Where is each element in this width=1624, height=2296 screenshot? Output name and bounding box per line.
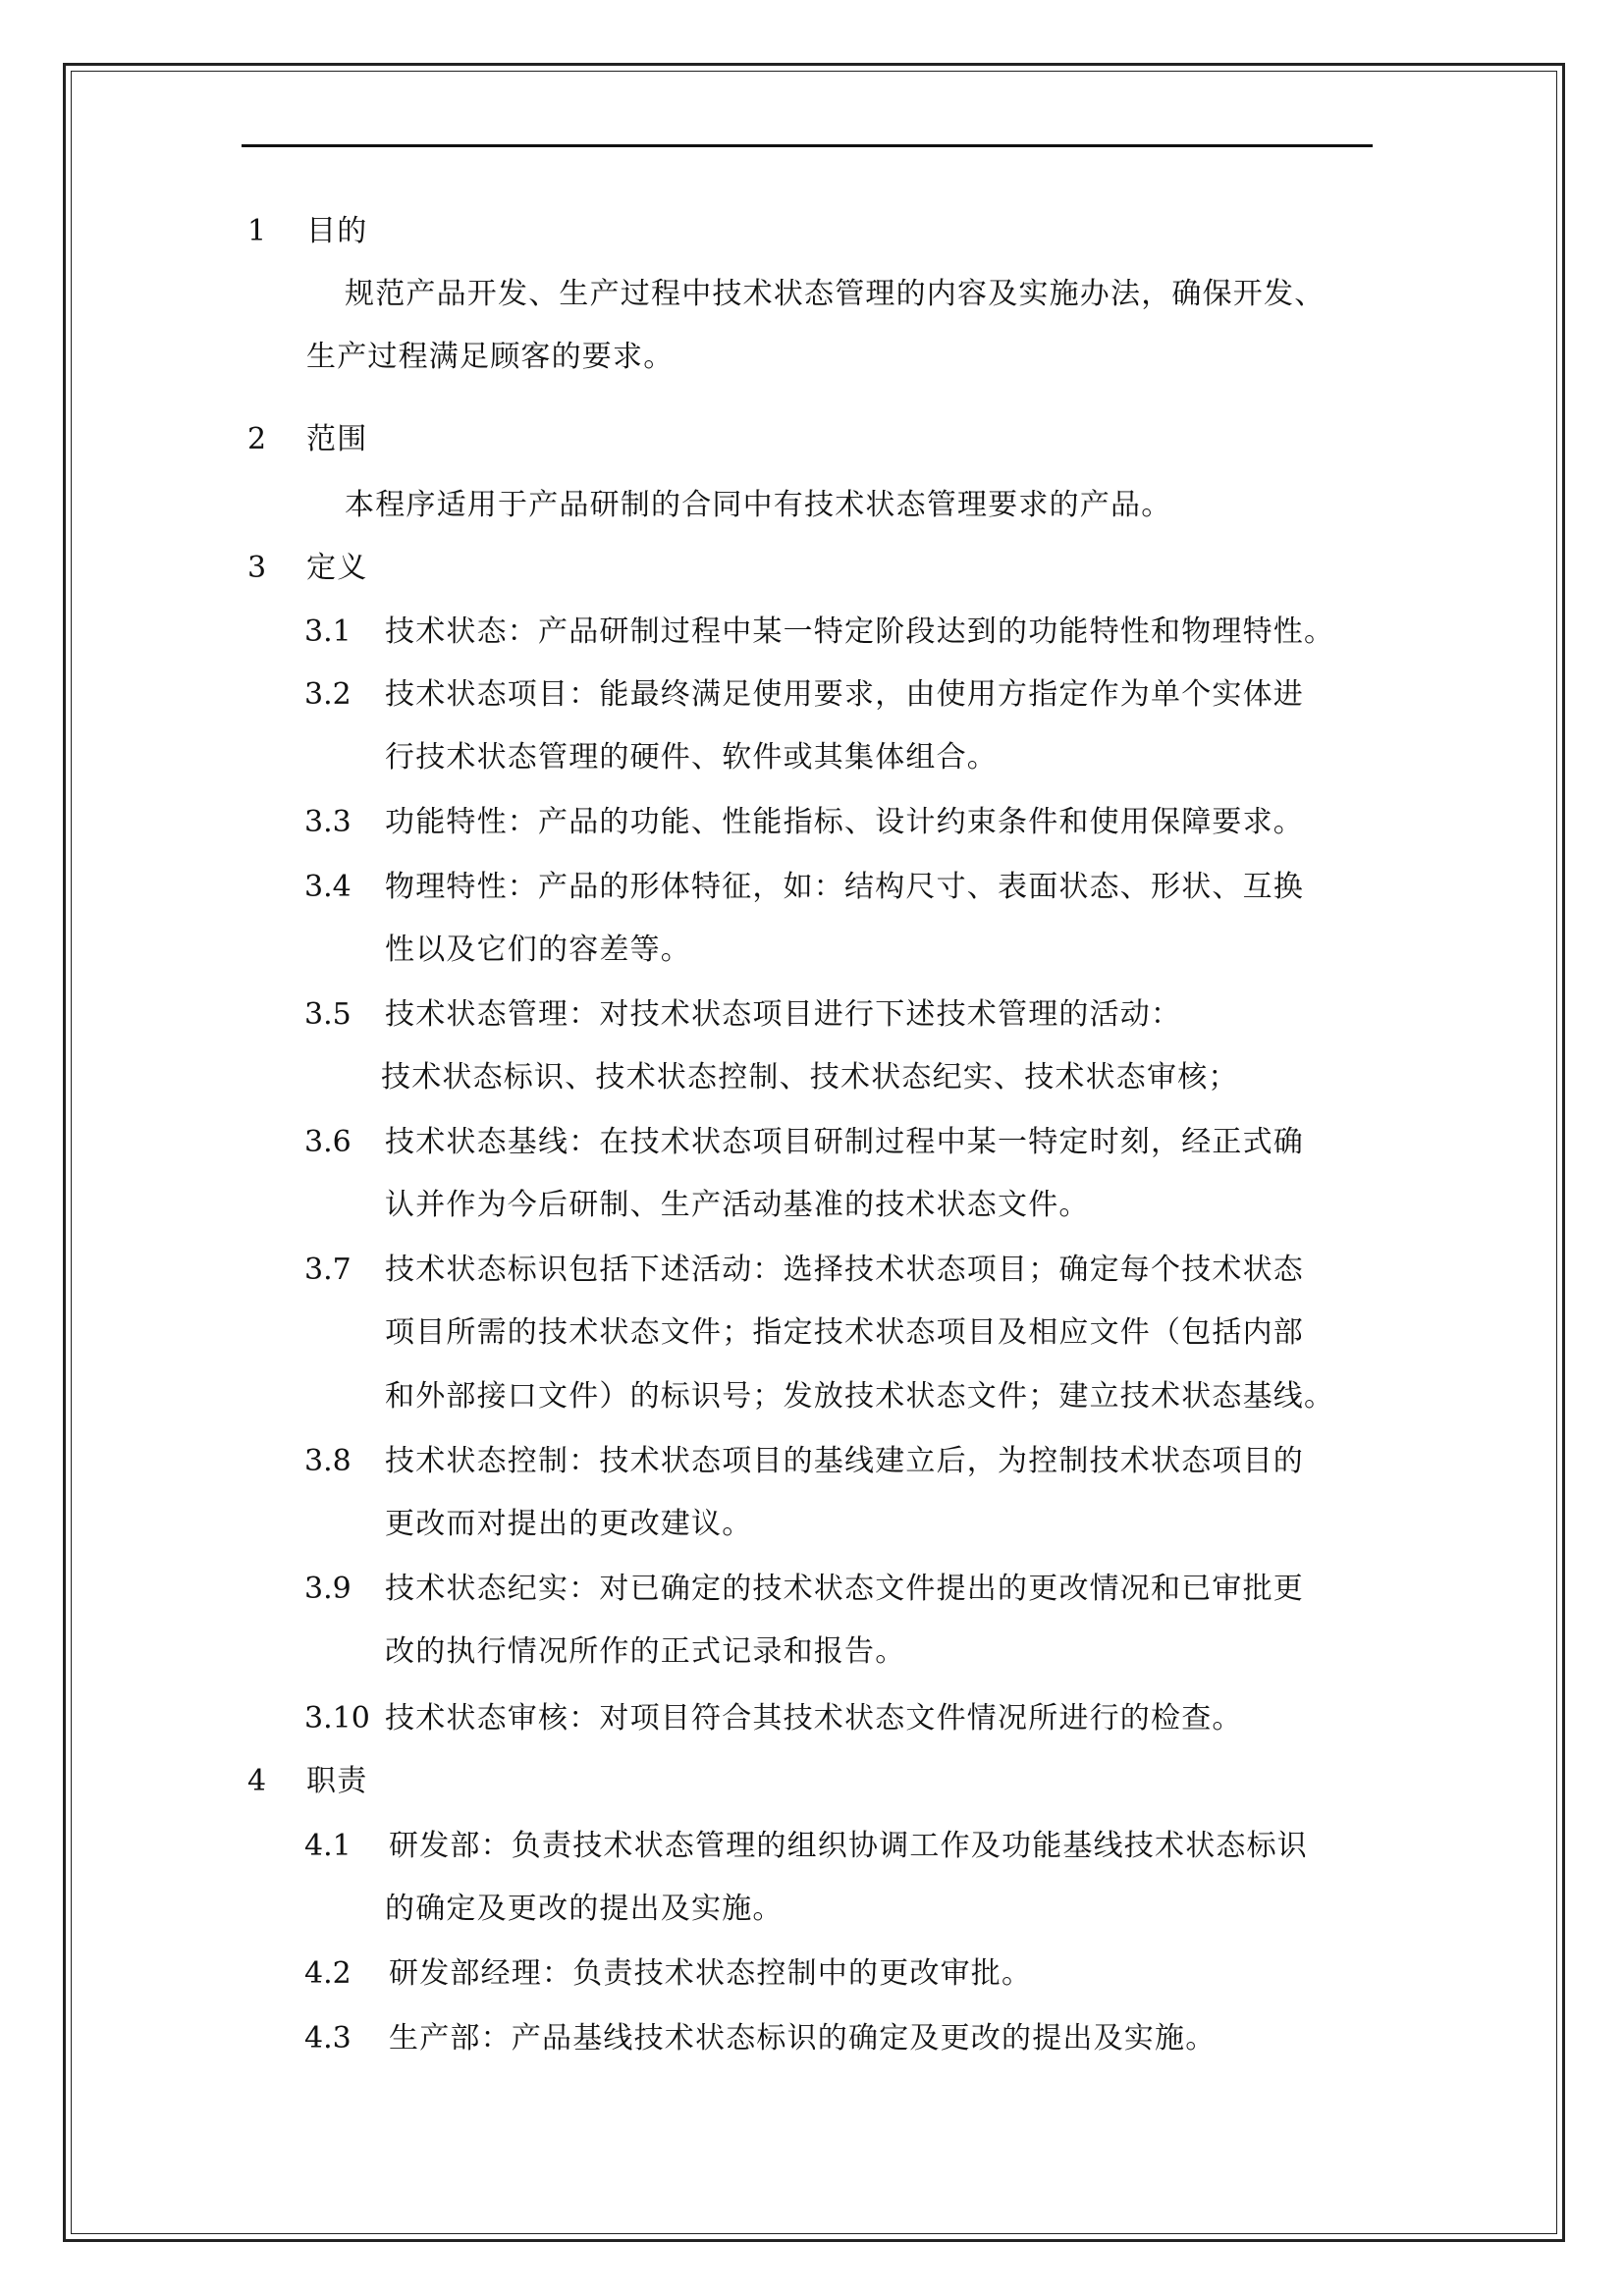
item-line: 和外部接口文件）的标识号；发放技术状态文件；建立技术状态基线。	[385, 1379, 1335, 1414]
item-line: 物理特性：产品的形体特征，如：结构尺寸、表面状态、形状、互换	[385, 870, 1304, 904]
item-number: 3.1	[304, 614, 352, 649]
item-line: 技术状态：产品研制过程中某一特定阶段达到的功能特性和物理特性。	[385, 614, 1335, 649]
section-title: 职责	[306, 1764, 368, 1798]
item-line: 性以及它们的容差等。	[385, 933, 691, 967]
item-number: 3.2	[304, 677, 352, 712]
item-number: 3.5	[304, 997, 352, 1032]
item-line: 行技术状态管理的硬件、软件或其集体组合。	[385, 740, 998, 774]
item-line: 的确定及更改的提出及实施。	[385, 1892, 784, 1926]
item-number: 4.2	[304, 1956, 352, 1991]
item-line: 技术状态基线：在技术状态项目研制过程中某一特定时刻，经正式确	[385, 1125, 1304, 1159]
item-number: 4.3	[304, 2021, 352, 2056]
item-line: 技术状态审核：对项目符合其技术状态文件情况所进行的检查。	[385, 1701, 1243, 1735]
item-number: 3.7	[304, 1253, 352, 1287]
item-number: 3.3	[304, 805, 352, 839]
item-line: 认并作为今后研制、生产活动基准的技术状态文件。	[385, 1188, 1090, 1222]
section-number: 4	[247, 1764, 267, 1798]
section-number: 2	[247, 422, 267, 456]
item-line: 生产部：产品基线技术状态标识的确定及更改的提出及实施。	[389, 2021, 1217, 2056]
item-number: 3.4	[304, 870, 352, 904]
item-line: 项目所需的技术状态文件；指定技术状态项目及相应文件（包括内部	[385, 1315, 1304, 1350]
paragraph-line: 生产过程满足顾客的要求。	[306, 340, 675, 374]
item-line: 技术状态管理：对技术状态项目进行下述技术管理的活动：	[385, 997, 1182, 1032]
section-title: 定义	[306, 551, 368, 585]
paragraph-line: 本程序适用于产品研制的合同中有技术状态管理要求的产品。	[345, 488, 1172, 522]
section-title: 目的	[306, 214, 368, 248]
item-line: 改的执行情况所作的正式记录和报告。	[385, 1634, 906, 1669]
item-number: 3.10	[304, 1701, 370, 1735]
item-line: 技术状态标识、技术状态控制、技术状态纪实、技术状态审核；	[381, 1060, 1239, 1095]
item-line: 研发部：负责技术状态管理的组织协调工作及功能基线技术状态标识	[389, 1829, 1308, 1863]
item-line: 技术状态控制：技术状态项目的基线建立后，为控制技术状态项目的	[385, 1444, 1304, 1478]
item-line: 技术状态标识包括下述活动：选择技术状态项目；确定每个技术状态	[385, 1253, 1304, 1287]
item-line: 技术状态纪实：对已确定的技术状态文件提出的更改情况和已审批更	[385, 1572, 1304, 1606]
section-number: 3	[247, 551, 267, 585]
item-line: 技术状态项目：能最终满足使用要求，由使用方指定作为单个实体进	[385, 677, 1304, 712]
item-line: 研发部经理：负责技术状态控制中的更改审批。	[389, 1956, 1033, 1991]
section-title: 范围	[306, 422, 368, 456]
item-line: 功能特性：产品的功能、性能指标、设计约束条件和使用保障要求。	[385, 805, 1304, 839]
item-number: 3.6	[304, 1125, 352, 1159]
section-number: 1	[247, 214, 267, 248]
item-line: 更改而对提出的更改建议。	[385, 1507, 753, 1541]
item-number: 3.8	[304, 1444, 352, 1478]
item-number: 4.1	[304, 1829, 352, 1863]
item-number: 3.9	[304, 1572, 352, 1606]
paragraph-line: 规范产品开发、生产过程中技术状态管理的内容及实施办法，确保开发、	[345, 277, 1326, 311]
